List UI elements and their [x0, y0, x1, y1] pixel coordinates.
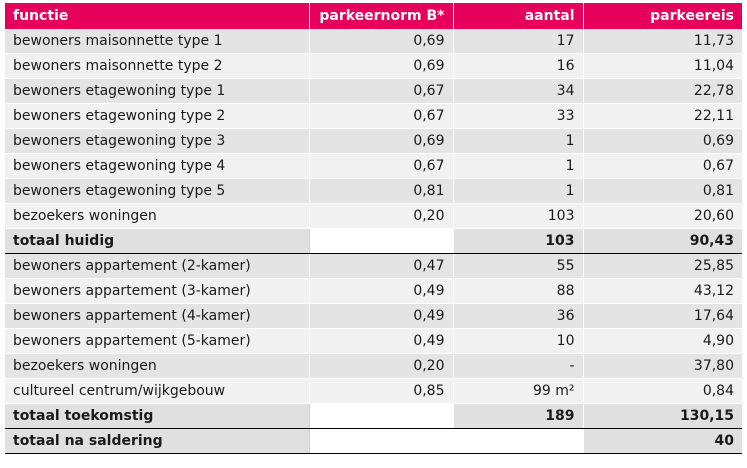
total-saldering-label: totaal na saldering [5, 429, 309, 454]
cell-functie: bewoners etagewoning type 2 [5, 104, 309, 129]
cell-eis: 0,67 [583, 154, 742, 179]
cell-eis: 25,85 [583, 254, 742, 279]
table-row [5, 304, 742, 329]
cell-aantal: 55 [453, 254, 583, 279]
cell-functie: bewoners maisonnette type 1 [5, 29, 309, 54]
cell-eis: 43,12 [583, 279, 742, 304]
cell-norm: 0,49 [309, 329, 453, 354]
table-row [5, 329, 742, 354]
cell-aantal: 16 [453, 54, 583, 79]
table-row [5, 79, 742, 104]
cell-functie: bezoekers woningen [5, 354, 309, 379]
total-future-norm [309, 404, 453, 429]
cell-norm: 0,67 [309, 79, 453, 104]
table-row [5, 154, 742, 179]
cell-norm: 0,47 [309, 254, 453, 279]
total-current-eis: 90,43 [583, 229, 742, 254]
cell-eis: 0,69 [583, 129, 742, 154]
cell-functie: bewoners etagewoning type 1 [5, 79, 309, 104]
total-future-eis: 130,15 [583, 404, 742, 429]
total-current-row [5, 229, 742, 254]
table-row [5, 254, 742, 279]
cell-aantal: 17 [453, 29, 583, 54]
cell-functie: bewoners maisonnette type 2 [5, 54, 309, 79]
cell-aantal: 33 [453, 104, 583, 129]
cell-functie: bewoners appartement (5-kamer) [5, 329, 309, 354]
cell-eis: 11,73 [583, 29, 742, 54]
parking-table-container [5, 3, 742, 454]
cell-aantal: 1 [453, 179, 583, 204]
table-row [5, 129, 742, 154]
header-row [5, 3, 742, 29]
header-parkeernorm: parkeernorm B* [309, 3, 453, 29]
total-saldering-norm [309, 429, 453, 454]
cell-norm: 0,20 [309, 354, 453, 379]
cell-aantal: - [453, 354, 583, 379]
cell-functie: bezoekers woningen [5, 204, 309, 229]
cell-norm: 0,69 [309, 54, 453, 79]
cell-eis: 37,80 [583, 354, 742, 379]
cell-norm: 0,67 [309, 104, 453, 129]
header-functie: functie [5, 3, 309, 29]
cell-eis: 4,90 [583, 329, 742, 354]
table-row [5, 104, 742, 129]
parking-requirements-table [5, 3, 742, 454]
cell-functie: bewoners etagewoning type 3 [5, 129, 309, 154]
cell-functie: bewoners appartement (2-kamer) [5, 254, 309, 279]
cell-eis: 11,04 [583, 54, 742, 79]
total-future-aantal: 189 [453, 404, 583, 429]
header-aantal: aantal [453, 3, 583, 29]
cell-aantal: 103 [453, 204, 583, 229]
table-row [5, 179, 742, 204]
cell-eis: 17,64 [583, 304, 742, 329]
header-parkeereis: parkeereis [583, 3, 742, 29]
cell-aantal: 88 [453, 279, 583, 304]
table-row [5, 54, 742, 79]
total-saldering-aantal [453, 429, 583, 454]
cell-functie: bewoners etagewoning type 5 [5, 179, 309, 204]
cell-aantal: 10 [453, 329, 583, 354]
total-future-label: totaal toekomstig [5, 404, 309, 429]
total-saldering-row [5, 429, 742, 454]
cell-eis: 0,84 [583, 379, 742, 404]
cell-aantal: 36 [453, 304, 583, 329]
table-row [5, 379, 742, 404]
cell-norm: 0,49 [309, 279, 453, 304]
total-saldering-eis: 40 [583, 429, 742, 454]
cell-functie: bewoners etagewoning type 4 [5, 154, 309, 179]
total-current-norm [309, 229, 453, 254]
cell-aantal: 34 [453, 79, 583, 104]
total-current-aantal: 103 [453, 229, 583, 254]
cell-functie: cultureel centrum/wijkgebouw [5, 379, 309, 404]
table-row [5, 354, 742, 379]
cell-norm: 0,20 [309, 204, 453, 229]
cell-eis: 20,60 [583, 204, 742, 229]
cell-aantal: 99 m² [453, 379, 583, 404]
cell-eis: 22,78 [583, 79, 742, 104]
cell-functie: bewoners appartement (4-kamer) [5, 304, 309, 329]
cell-eis: 0,81 [583, 179, 742, 204]
cell-functie: bewoners appartement (3-kamer) [5, 279, 309, 304]
cell-norm: 0,49 [309, 304, 453, 329]
cell-aantal: 1 [453, 129, 583, 154]
total-current-label: totaal huidig [5, 229, 309, 254]
cell-aantal: 1 [453, 154, 583, 179]
cell-eis: 22,11 [583, 104, 742, 129]
cell-norm: 0,85 [309, 379, 453, 404]
table-row [5, 204, 742, 229]
cell-norm: 0,69 [309, 29, 453, 54]
total-future-row [5, 404, 742, 429]
cell-norm: 0,69 [309, 129, 453, 154]
table-row [5, 279, 742, 304]
table-row [5, 29, 742, 54]
cell-norm: 0,81 [309, 179, 453, 204]
cell-norm: 0,67 [309, 154, 453, 179]
